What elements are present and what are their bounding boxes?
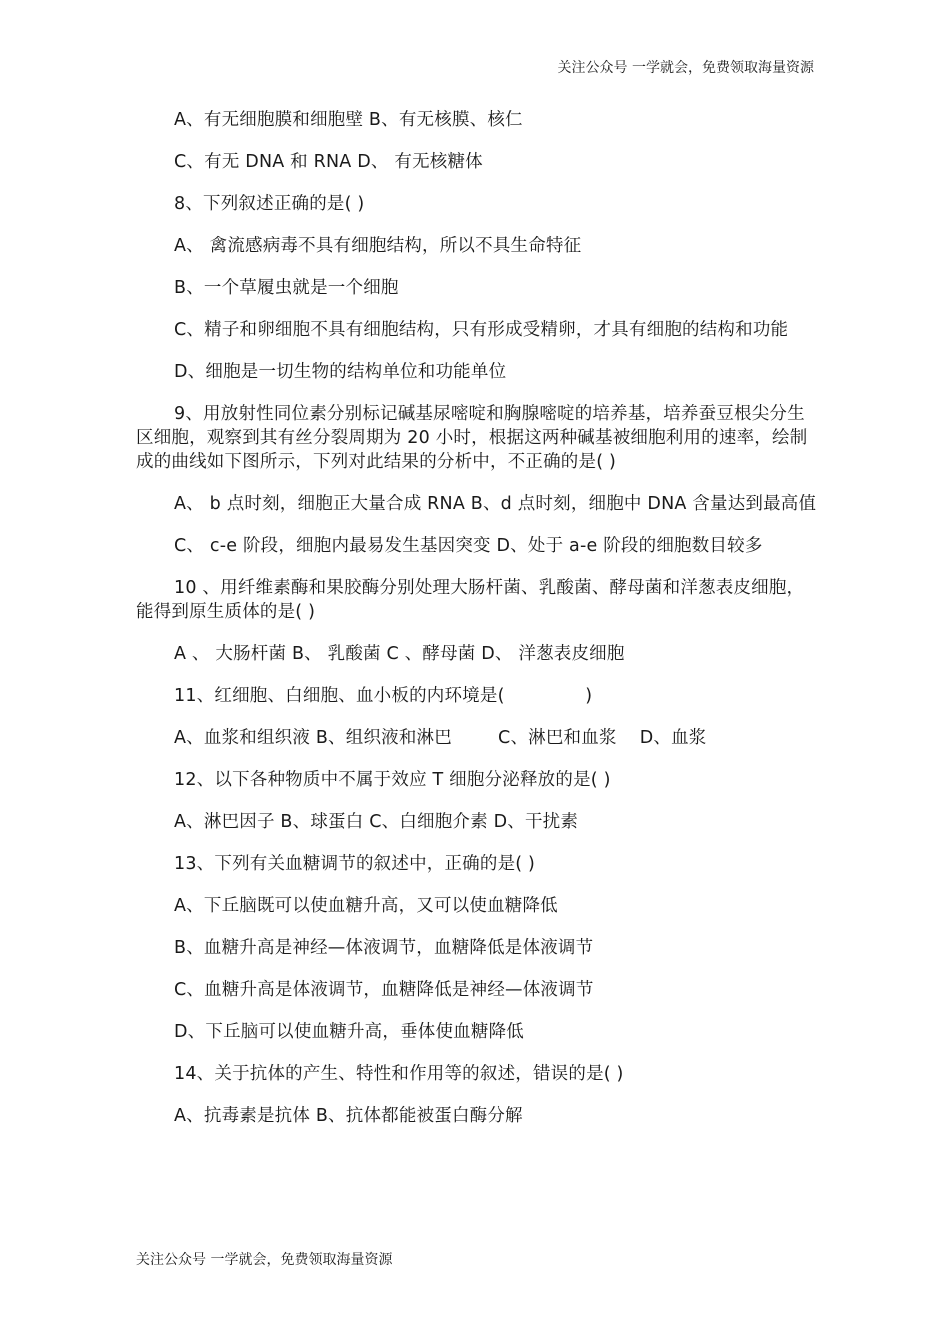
option-line: A、抗毒素是抗体 B、抗体都能被蛋白酶分解: [174, 1106, 523, 1126]
option-line: C、 c-e 阶段，细胞内最易发生基因突变 D、处于 a-e 阶段的细胞数目较多: [174, 536, 763, 556]
option-line: C、精子和卵细胞不具有细胞结构，只有形成受精卵，才具有细胞的结构和功能: [174, 320, 789, 340]
option-line: D、细胞是一切生物的结构单位和功能单位: [174, 362, 507, 382]
option-line: A 、 大肠杆菌 B、 乳酸菌 C 、酵母菌 D、 洋葱表皮细胞: [174, 644, 625, 664]
option-line: B、血糖升高是神经—体液调节，血糖降低是体液调节: [174, 938, 594, 958]
option-line: D、下丘脑可以使血糖升高，垂体使血糖降低: [174, 1022, 524, 1042]
option-line: C、血糖升高是体液调节，血糖降低是神经—体液调节: [174, 980, 594, 1000]
question-14: 14、关于抗体的产生、特性和作用等的叙述，错误的是( ): [174, 1064, 624, 1084]
question-13: 13、下列有关血糖调节的叙述中，正确的是( ): [174, 854, 536, 874]
option-line: A、 禽流感病毒不具有细胞结构，所以不具生命特征: [174, 236, 582, 256]
question-8: 8、下列叙述正确的是( ): [174, 194, 365, 214]
option-line: A、淋巴因子 B、球蛋白 C、白细胞介素 D、干扰素: [174, 812, 579, 832]
option-line: A、有无细胞膜和细胞壁 B、有无核膜、核仁: [174, 110, 523, 130]
footer-note: 关注公众号 一学就会，免费领取海量资源: [136, 1252, 393, 1268]
option-line: A、血浆和组织液 B、组织液和淋巴 C、淋巴和血浆 D、血浆: [174, 728, 707, 748]
question-10: 10 、用纤维素酶和果胶酶分别处理大肠杆菌、乳酸菌、酵母菌和洋葱表皮细胞，能得到原生质体的是( ): [136, 578, 805, 622]
option-line: A、下丘脑既可以使血糖升高，又可以使血糖降低: [174, 896, 558, 916]
option-line: B、一个草履虫就是一个细胞: [174, 278, 399, 298]
document-body: [136, 108, 820, 1146]
question-11: 11、红细胞、白细胞、血小板的内环境是( ): [174, 686, 593, 706]
option-line: A、 b 点时刻，细胞正大量合成 RNA B、d 点时刻，细胞中 DNA 含量达到最高值: [174, 494, 817, 514]
option-line: C、有无 DNA 和 RNA D、 有无核糖体: [174, 152, 483, 172]
header-note: 关注公众号 一学就会，免费领取海量资源: [557, 60, 814, 76]
question-9: 9、用放射性同位素分别标记碱基尿嘧啶和胸腺嘧啶的培养基，培养蚕豆根尖分生区细胞，观察到其有丝分裂周期为 20 小时，根据这两种碱基被细胞利用的速率，绘制成的曲线如下图所示，下列对此结果的分析中，不正确的是( ): [136, 404, 808, 472]
question-12: 12、以下各种物质中不属于效应 T 细胞分泌释放的是( ): [174, 770, 611, 790]
